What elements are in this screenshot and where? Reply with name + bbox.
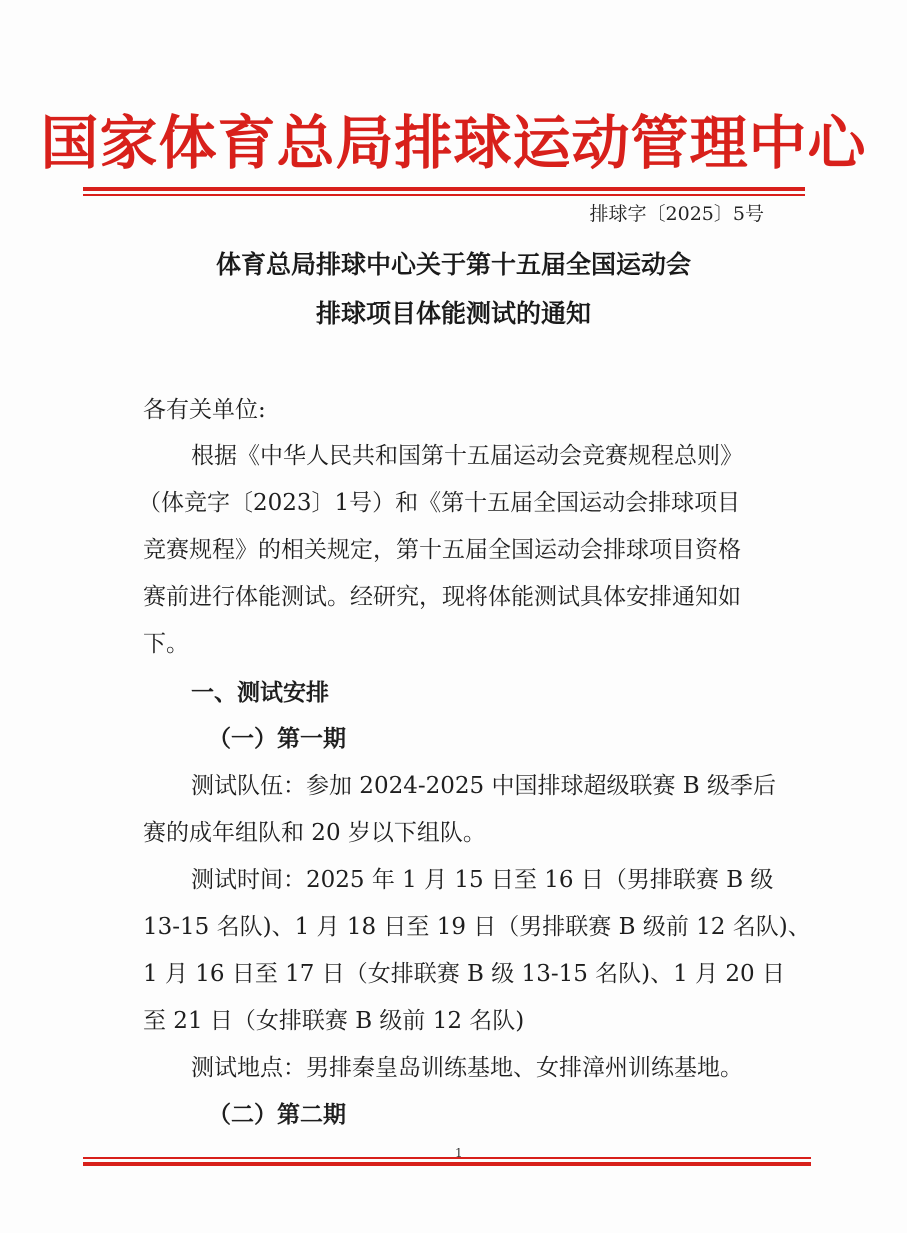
masthead-rule-thick	[83, 187, 805, 191]
location-line: 测试地点：男排秦皇岛训练基地、女排漳州训练基地。	[191, 1055, 743, 1081]
section-heading: 一、测试安排	[191, 680, 329, 706]
intro-line: （体竞字〔2023〕1号）和《第十五届全国运动会排球项目	[138, 490, 741, 516]
intro-line: 根据《中华人民共和国第十五届运动会竞赛规程总则》	[191, 443, 743, 469]
salutation: 各有关单位:	[143, 397, 266, 423]
subsection-heading: （二）第二期	[208, 1102, 346, 1128]
time-line: 测试时间：2025 年 1 月 15 日至 16 日（男排联赛 B 级	[191, 867, 774, 893]
intro-line: 赛前进行体能测试。经研究，现将体能测试具体安排通知如	[143, 584, 741, 610]
intro-line: 下。	[143, 631, 189, 657]
footer-rule-thin	[83, 1157, 811, 1159]
page-number: 1	[455, 1146, 463, 1160]
intro-line: 竞赛规程》的相关规定，第十五届全国运动会排球项目资格	[143, 537, 741, 563]
time-line: 1 月 16 日至 17 日（女排联赛 B 级 13-15 名队)、1 月 20 日	[143, 961, 785, 987]
notice-title-line-1: 体育总局排球中心关于第十五届全国运动会	[215, 250, 691, 279]
notice-title-line-2: 排球项目体能测试的通知	[315, 299, 591, 328]
footer-rule-thick	[83, 1162, 811, 1166]
time-line: 至 21 日（女排联赛 B 级前 12 名队)	[143, 1008, 525, 1034]
document-number: 排球字〔2025〕5号	[589, 203, 764, 225]
masthead-rule-thin	[83, 194, 805, 196]
time-line: 13-15 名队)、1 月 18 日至 19 日（男排联赛 B 级前 12 名队)、	[143, 914, 811, 940]
teams-line: 赛的成年组队和 20 岁以下组队。	[143, 820, 486, 846]
masthead-title: 国家体育总局排球运动管理中心	[40, 109, 867, 177]
teams-line: 测试队伍：参加 2024-2025 中国排球超级联赛 B 级季后	[191, 773, 776, 799]
subsection-heading: （一）第一期	[208, 726, 346, 752]
